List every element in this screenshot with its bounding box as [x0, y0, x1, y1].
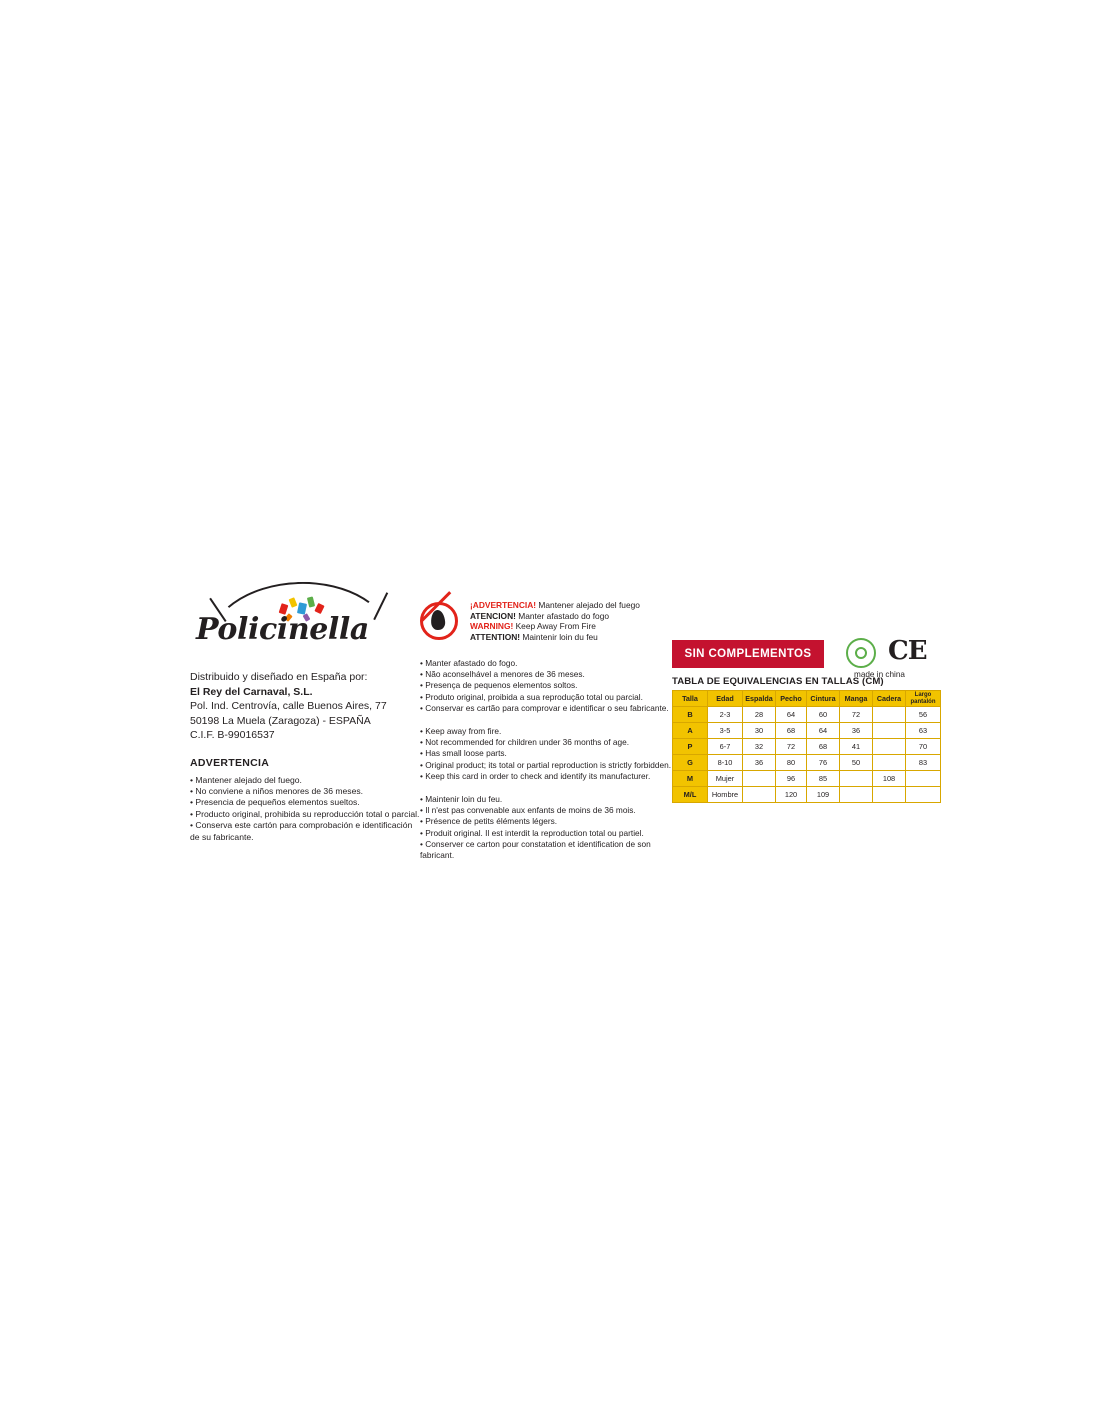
right-column [672, 636, 936, 803]
table-row [673, 771, 941, 787]
column-header-cintura: Cintura [807, 691, 840, 707]
cell-pecho: 64 [776, 707, 807, 723]
cell-largo: 70 [906, 739, 941, 755]
logo-wordmark: Policinella [196, 612, 369, 647]
company-name: El Rey del Carnaval, S.L. [190, 685, 313, 698]
warning-text-es: Mantener alejado del fuego [536, 600, 640, 610]
bullet-item: • Conservar es cartão para comprovar e identificar o seu fabricante. [420, 702, 669, 713]
bullet-item: • Não aconselhável a menores de 36 meses. [420, 669, 585, 680]
left-column [190, 582, 430, 843]
warning-heading: ADVERTENCIA [190, 756, 270, 769]
warning-text-en: Keep Away From Fire [513, 621, 596, 632]
cell-pecho: 72 [776, 739, 807, 755]
middle-column [420, 600, 672, 861]
table-row [673, 707, 941, 723]
warning-headline-es [470, 600, 640, 611]
cell-talla: M/L [673, 787, 708, 803]
warning-label-fr: ATTENTION! [470, 631, 521, 642]
bullet-item: • Produto original, proibida a sua reprodução total ou parcial. [420, 691, 643, 702]
bullet-item: • No conviene a niños menores de 36 meses. [190, 785, 364, 796]
bullet-item: • Maintenir loin du feu. [420, 794, 503, 805]
cif-number: C.I.F. B-99016537 [190, 729, 275, 741]
warning-headline-pt [470, 611, 640, 622]
bullet-item: • Produit original. Il est interdit la reproduction total ou partiel. [420, 827, 644, 838]
ce-mark-icon: CE [888, 636, 927, 666]
cell-talla: G [673, 755, 708, 771]
cell-cintura: 109 [807, 787, 840, 803]
recycle-icon [846, 638, 876, 668]
bullet-item: • Presencia de pequeños elementos sueltos. [190, 797, 360, 808]
warning-text-fr: Maintenir loin du feu [520, 631, 598, 642]
cell-talla: M [673, 771, 708, 787]
size-equivalence-table [672, 690, 941, 803]
bullet-item: • Keep away from fire. [420, 726, 502, 737]
cell-largo [906, 787, 941, 803]
bullet-item: • Mantener alejado del fuego. [190, 774, 302, 785]
cell-talla: B [673, 707, 708, 723]
cell-cadera [873, 739, 906, 755]
multilingual-warning-header [420, 600, 650, 652]
cell-pecho: 120 [776, 787, 807, 803]
bullet-item: • Presença de pequenos elementos soltos. [420, 680, 578, 691]
bullet-item: fabricant. [420, 850, 455, 861]
cell-edad: Hombre [708, 787, 743, 803]
made-in-label: made in china [854, 670, 905, 679]
bullet-item: • Keep this card in order to check and identify its manufacturer. [420, 770, 651, 781]
cell-edad: 3-5 [708, 723, 743, 739]
distributed-by-line: Distribuido y diseñado en España por: [190, 671, 368, 683]
bullet-item: • Not recommended for children under 36 months of age. [420, 737, 630, 748]
warning-bullets-es [190, 775, 430, 843]
bullets-pt [420, 658, 669, 714]
policinella-logo [196, 582, 396, 660]
column-header-talla: Talla [673, 691, 708, 707]
cell-espalda [743, 771, 776, 787]
status-badge: SIN COMPLEMENTOS [672, 640, 824, 668]
bullet-item: de su fabricante. [190, 831, 254, 842]
cell-espalda: 32 [743, 739, 776, 755]
cell-talla: P [673, 739, 708, 755]
warning-label-es: ¡ADVERTENCIA! [470, 600, 537, 610]
cell-manga: 36 [840, 723, 873, 739]
warning-headline-en [470, 621, 640, 632]
cell-espalda: 36 [743, 755, 776, 771]
cell-cadera [873, 707, 906, 723]
cell-espalda [743, 787, 776, 803]
cell-manga: 50 [840, 755, 873, 771]
cell-pecho: 96 [776, 771, 807, 787]
cell-manga [840, 771, 873, 787]
column-header-cadera: Cadera [873, 691, 906, 707]
cell-manga: 72 [840, 707, 873, 723]
bullet-item: • Conserver ce carton pour constatation et identification de son [420, 838, 651, 849]
warning-label-en: WARNING! [470, 621, 514, 632]
bullet-item: • Manter afastado do fogo. [420, 658, 518, 668]
table-row [673, 739, 941, 755]
column-header-manga: Manga [840, 691, 873, 707]
warning-text-pt: Manter afastado do fogo [515, 610, 610, 621]
cell-cintura: 76 [807, 755, 840, 771]
bullet-item: • Conserva este cartón para comprobación e identificación [190, 820, 413, 831]
column-header-pecho: Pecho [776, 691, 807, 707]
column-header-edad: Edad [708, 691, 743, 707]
bullet-item: • Has small loose parts. [420, 748, 507, 759]
cell-largo: 63 [906, 723, 941, 739]
cell-pecho: 68 [776, 723, 807, 739]
address-line-1: Pol. Ind. Centrovía, calle Buenos Aires, 77 [190, 700, 387, 712]
bullets-en [420, 726, 672, 782]
cell-espalda: 30 [743, 723, 776, 739]
table-row [673, 723, 941, 739]
cell-largo: 56 [906, 707, 941, 723]
cell-edad: Mujer [708, 771, 743, 787]
cell-cadera [873, 723, 906, 739]
cell-edad: 6-7 [708, 739, 743, 755]
warning-headline-fr [470, 632, 640, 643]
cell-espalda: 28 [743, 707, 776, 723]
table-row [673, 787, 941, 803]
address-line-2: 50198 La Muela (Zaragoza) - ESPAÑA [190, 714, 371, 727]
column-header-largo-pantalon: Largo pantalón [906, 691, 941, 707]
bullet-item: • Il n'est pas convenable aux enfants de moins de 36 mois. [420, 805, 636, 816]
distributor-address [190, 670, 430, 743]
cell-cadera [873, 787, 906, 803]
cell-cintura: 64 [807, 723, 840, 739]
table-header-row [673, 691, 941, 707]
cell-edad: 2-3 [708, 707, 743, 723]
cell-pecho: 80 [776, 755, 807, 771]
bullet-item: • Présence de petits éléments légers. [420, 816, 558, 827]
warning-label-pt: ATENCION! [470, 610, 516, 621]
no-fire-icon [420, 602, 462, 644]
cell-largo [906, 771, 941, 787]
column-header-espalda: Espalda [743, 691, 776, 707]
bullet-item: • Original product; its total or partial reproduction is strictly forbidden. [420, 759, 672, 770]
cell-cintura: 85 [807, 771, 840, 787]
cell-cadera: 108 [873, 771, 906, 787]
bullets-fr [420, 794, 650, 861]
size-table-title: TABLA DE EQUIVALENCIAS EN TALLAS (CM) [672, 676, 884, 687]
table-row [673, 755, 941, 771]
cell-manga: 41 [840, 739, 873, 755]
cell-cintura: 60 [807, 707, 840, 723]
warning-headlines [470, 600, 640, 642]
cell-largo: 83 [906, 755, 941, 771]
cell-edad: 8-10 [708, 755, 743, 771]
cell-talla: A [673, 723, 708, 739]
cell-cintura: 68 [807, 739, 840, 755]
certification-marks [844, 636, 944, 684]
bullet-item: • Producto original, prohibida su reproducción total o parcial. [190, 808, 420, 819]
cell-manga [840, 787, 873, 803]
cell-cadera [873, 755, 906, 771]
